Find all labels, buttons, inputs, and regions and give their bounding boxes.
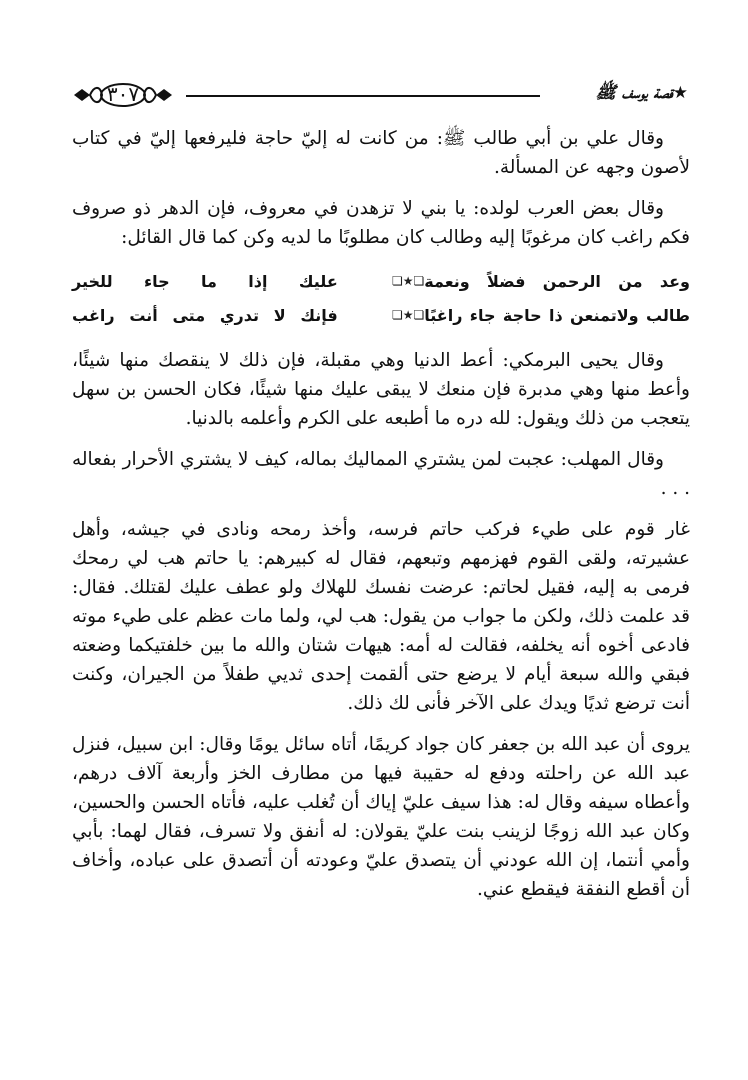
poem-verse: [72, 264, 690, 298]
verse-separator: ❏★❏: [391, 274, 425, 288]
verse-separator: ❏★❏: [391, 308, 425, 322]
hemistich-second: فإنك لا تدري متى أنت راغب: [72, 305, 338, 325]
header-rule: [186, 95, 540, 97]
paragraph: غار قوم على طيء فركب حاتم فرسه، وأخذ رمحه ونادى في جيشه، وأهل عشيرته، ولقى القوم فهزمهم وتبعهم، فقال له كبيرهم: يا حاتم هب لي رمحك فرمى به إليه، فقيل لحاتم: عرضت نفسك للهلاك ولو عطف عليك لقتلك. فقال: قد علمت ذلك، ولكن ما جواب من يقول: هب لي، ولما مات عظم على طيء موته فادعى أخوه أنه يخلفه، فقالت له أمه: هيهات شتان والله ما بين خلفتيكما وضعته فبقي والله سبعة أيام لا يرضع حتى ألقمت إحدى ثديي طفلاً من الجيران، وكنت أنت ترضع ثديًا ويدك على الآخر فأنى لك ذلك.: [72, 519, 690, 714]
paragraph: وقال المهلب: عجبت لمن يشتري المماليك بماله، كيف لا يشتري الأحرار بفعاله . . .: [72, 449, 690, 499]
page-body: [72, 124, 690, 916]
paragraph: وقال يحيى البرمكي: أعط الدنيا وهي مقبلة، فإن ذلك لا ينقصك منها شيئًا، وأعط منها وهي مدبرة فإن منعك لا يبقى عليك منها شيئًا، فكان الحسن بن سهل يتعجب من ذلك ويقول: لله دره ما أطبعه على الكرم وأعلمه بالدنيا.: [72, 350, 690, 429]
book-title: ★قصة يوسف ﷺ: [595, 83, 688, 103]
hemistich-second: عليك إذا ما جاء للخير: [72, 271, 338, 291]
hemistich-first: طالب ولاتمنعن ذا حاجة جاء راغبًا: [424, 305, 690, 325]
paragraph: وقال بعض العرب لولده: يا بني لا تزهدن في معروف، فإن الدهر ذو صروف فكم راغب كان مرغوبًا إليه وطالب كان مطلوبًا ما لديه وكن كما قال القائل:: [72, 198, 690, 248]
page-header: [68, 78, 688, 112]
poem: [72, 264, 690, 332]
hemistich-first: وعد من الرحمن فضلاً ونعمة: [424, 271, 690, 291]
paragraph: وقال علي بن أبي طالب ﷺ: من كانت له إليّ حاجة فليرفعها إليّ في كتاب لأصون وجهه عن المسألة.: [72, 128, 690, 178]
page-number: ٣٠٧: [106, 82, 140, 106]
paragraph: يروى أن عبد الله بن جعفر كان جواد كريمًا، أتاه سائل يومًا وقال: ابن سبيل، فنزل عبد الله عن راحلته ودفع له حقيبة فيها من مطارف الخز وأربعة آلاف درهم، وأعطاه سيفه وقال له: هذا سيف عليّ إياك أن تُغلب عليه، فأتاه الحسن والحسين، وكان عبد الله زوجًا لزينب بنت عليّ يقولان: له أنفق ولا تسرف، فقال لهما: بأبي وأمي أنتما، إن الله عودني أن يتصدق عليّ وعودته أن أتصدق على عباده، وأخاف أن أقطع النفقة فيقطع عني.: [72, 734, 690, 900]
poem-verse: [72, 298, 690, 332]
